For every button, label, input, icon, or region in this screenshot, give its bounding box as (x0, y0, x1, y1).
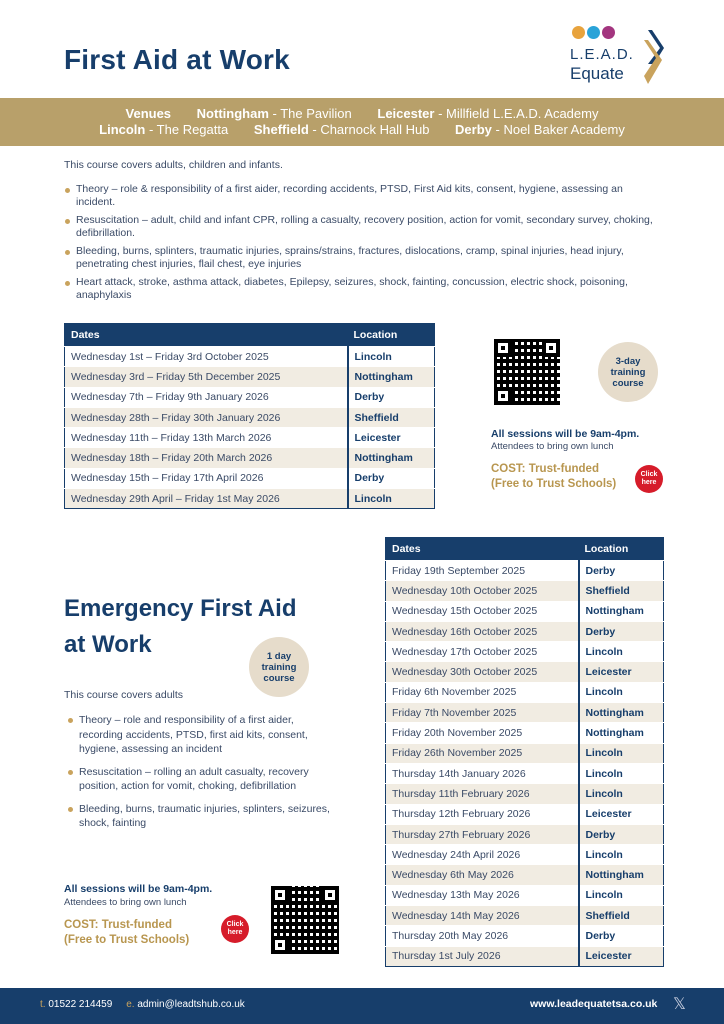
date-cell: Wednesday 16th October 2025 (386, 621, 579, 641)
faw-bullet-list (64, 183, 664, 307)
badge-line: training (261, 661, 297, 673)
click-label: here (641, 479, 657, 486)
faw-intro: This course covers adults, children and infants. (64, 159, 283, 171)
efaw-duration-badge (249, 637, 309, 697)
cost-value: : Trust-funded (94, 919, 172, 931)
date-cell: Wednesday 15th – Friday 17th April 2026 (65, 468, 348, 488)
table-row (386, 743, 664, 763)
location-cell: Lincoln (579, 845, 664, 865)
date-cell: Wednesday 18th – Friday 20th March 2026 (65, 448, 348, 468)
qr-finder (494, 387, 512, 405)
efaw-title-line: at Work (64, 631, 152, 658)
efaw-dates-table (385, 537, 664, 967)
badge-line: 3-day (615, 355, 641, 367)
date-cell: Friday 20th November 2025 (386, 723, 579, 743)
table-row (386, 865, 664, 885)
cost-note: (Free to Trust Schools) (64, 934, 190, 946)
faw-dates-table (64, 323, 435, 509)
efaw-sessions-time: All sessions will be 9am-4pm. (64, 883, 213, 895)
date-cell: Wednesday 14th May 2026 (386, 906, 579, 926)
qr-finder (494, 339, 512, 357)
location-cell: Derby (348, 387, 435, 407)
date-cell: Wednesday 6th May 2026 (386, 865, 579, 885)
location-cell: Lincoln (579, 784, 664, 804)
list-item: Bleeding, burns, splinters, traumatic injuries, sprains/strains, fractures, dislocations, cramp, spinal injuries, head injury, penetrating chest injuries, flail chest, eye injuries (64, 245, 664, 271)
location-cell: Derby (579, 926, 664, 946)
location-cell: Nottingham (348, 367, 435, 387)
location-cell: Leicester (579, 946, 664, 966)
table-row (386, 601, 664, 621)
logo-dot-blue (587, 26, 600, 39)
date-cell: Wednesday 15th October 2025 (386, 601, 579, 621)
table-row (386, 845, 664, 865)
venue-city: Lincoln (99, 122, 146, 137)
date-cell: Wednesday 24th April 2026 (386, 845, 579, 865)
table-row (386, 906, 664, 926)
table-row (65, 489, 435, 509)
date-cell: Thursday 14th January 2026 (386, 763, 579, 783)
location-cell: Leicester (579, 804, 664, 824)
location-header: Location (579, 538, 664, 561)
location-cell: Derby (579, 621, 664, 641)
dates-header: Dates (386, 538, 579, 561)
venues-banner (0, 98, 724, 146)
table-row (65, 347, 435, 367)
date-cell: Thursday 11th February 2026 (386, 784, 579, 804)
table-row (386, 662, 664, 682)
table-row (65, 367, 435, 387)
click-label: Click (226, 921, 244, 928)
badge-line: course (612, 377, 644, 389)
location-cell: Lincoln (348, 489, 435, 509)
table-row (386, 621, 664, 641)
cost-note: (Free to Trust Schools) (491, 478, 617, 490)
table-header-row (386, 538, 664, 561)
list-item: Resuscitation – adult, child and infant CPR, rolling a casualty, recovery position, action for vomit, secondary survey, choking, defibrillation. (64, 214, 664, 240)
table-row (386, 946, 664, 966)
faw-click-here-button[interactable] (635, 465, 663, 493)
location-cell: Lincoln (579, 642, 664, 662)
cost-label: COST (64, 919, 95, 931)
table-row (386, 561, 664, 581)
list-item: Heart attack, stroke, asthma attack, diabetes, Epilepsy, seizures, shock, fainting, concussion, electric shock, poisoning, anaphylaxis (64, 276, 664, 302)
date-cell: Friday 7th November 2025 (386, 703, 579, 723)
website-link[interactable]: www.leadequatetsa.co.uk (530, 998, 658, 1010)
click-label: here (227, 929, 243, 936)
qr-finder (271, 936, 289, 954)
venue-place: - Noel Baker Academy (491, 122, 625, 137)
faw-qr-code[interactable] (494, 339, 560, 405)
location-cell: Derby (348, 468, 435, 488)
efaw-bullet-list (67, 713, 337, 836)
venue-city: Nottingham (196, 106, 269, 121)
date-cell: Thursday 27th February 2026 (386, 824, 579, 844)
qr-finder (271, 886, 289, 904)
logo-dot-purple (602, 26, 615, 39)
table-row (65, 468, 435, 488)
venue-place: - The Regatta (145, 122, 229, 137)
table-row (386, 682, 664, 702)
table-row (65, 387, 435, 407)
location-cell: Derby (579, 824, 664, 844)
x-icon[interactable]: 𝕏 (673, 996, 686, 1013)
date-cell: Wednesday 3rd – Friday 5th December 2025 (65, 367, 348, 387)
location-cell: Nottingham (579, 865, 664, 885)
location-cell: Nottingham (348, 448, 435, 468)
faw-sessions-time: All sessions will be 9am-4pm. (491, 428, 640, 440)
location-cell: Sheffield (348, 407, 435, 427)
efaw-intro: This course covers adults (64, 689, 184, 701)
email-link[interactable]: admin@leadtshub.co.uk (137, 999, 245, 1010)
venues-row-1 (0, 106, 724, 122)
date-cell: Friday 26th November 2025 (386, 743, 579, 763)
efaw-click-here-button[interactable] (221, 915, 249, 943)
table-row (386, 763, 664, 783)
location-cell: Derby (579, 561, 664, 581)
table-row (386, 581, 664, 601)
badge-line: training (610, 366, 646, 378)
location-cell: Nottingham (579, 723, 664, 743)
date-cell: Wednesday 7th – Friday 9th January 2026 (65, 387, 348, 407)
qr-finder (542, 339, 560, 357)
table-row (386, 723, 664, 743)
location-cell: Lincoln (579, 885, 664, 905)
list-item: Bleeding, burns, traumatic injuries, splinters, seizures, shock, fainting (67, 802, 337, 831)
date-cell: Wednesday 30th October 2025 (386, 662, 579, 682)
logo-text-lead: L.E.A.D. (570, 46, 634, 63)
table-row (386, 642, 664, 662)
table-row (386, 926, 664, 946)
efaw-qr-code[interactable] (271, 886, 339, 954)
date-cell: Wednesday 17th October 2025 (386, 642, 579, 662)
venues-label: Venues (125, 106, 172, 121)
location-cell: Lincoln (579, 682, 664, 702)
location-cell: Nottingham (579, 601, 664, 621)
logo-chevron-icon (634, 30, 664, 84)
location-cell: Lincoln (579, 743, 664, 763)
date-cell: Friday 19th September 2025 (386, 561, 579, 581)
location-cell: Leicester (348, 428, 435, 448)
logo-dots (572, 26, 615, 39)
email-label: e. (126, 999, 135, 1010)
click-label: Click (640, 471, 658, 478)
date-cell: Wednesday 13th May 2026 (386, 885, 579, 905)
cost-label: COST (491, 463, 522, 475)
footer-contacts (40, 999, 245, 1010)
date-cell: Thursday 20th May 2026 (386, 926, 579, 946)
table-header-row (65, 324, 435, 347)
phone-link[interactable]: 01522 214459 (48, 999, 113, 1010)
date-cell: Wednesday 28th – Friday 30th January 2026 (65, 407, 348, 427)
venue-city: Leicester (377, 106, 435, 121)
dates-header: Dates (65, 324, 348, 347)
location-cell: Lincoln (579, 763, 664, 783)
venues-row-2 (0, 122, 724, 138)
table-row (386, 703, 664, 723)
footer-bar (0, 988, 724, 1024)
efaw-title-line: Emergency First Aid (64, 595, 297, 622)
location-cell: Nottingham (579, 703, 664, 723)
date-cell: Thursday 12th February 2026 (386, 804, 579, 824)
efaw-lunch-note: Attendees to bring own lunch (64, 897, 187, 908)
table-row (386, 784, 664, 804)
efaw-table-body (386, 561, 664, 967)
cost-value: : Trust-funded (521, 463, 599, 475)
badge-line: 1 day (266, 650, 292, 662)
table-row (386, 804, 664, 824)
location-cell: Leicester (579, 662, 664, 682)
table-row (386, 824, 664, 844)
venue-city: Sheffield (253, 122, 309, 137)
faw-lunch-note: Attendees to bring own lunch (491, 441, 614, 452)
qr-finder (321, 886, 339, 904)
table-row (386, 885, 664, 905)
date-cell: Wednesday 1st – Friday 3rd October 2025 (65, 347, 348, 367)
efaw-cost (64, 918, 189, 948)
logo-dot-orange (572, 26, 585, 39)
list-item: Resuscitation – rolling an adult casualty, recovery position, action for vomit, choking, defibrillation (67, 765, 337, 794)
list-item: Theory – role & responsibility of a first aider, recording accidents, PTSD, First Aid kits, consent, hygiene, assessing an incident. (64, 183, 664, 209)
venue-city: Derby (455, 122, 492, 137)
location-cell: Sheffield (579, 906, 664, 926)
table-row (65, 407, 435, 427)
table-row (65, 428, 435, 448)
table-row (65, 448, 435, 468)
location-header: Location (348, 324, 435, 347)
page-title: First Aid at Work (64, 44, 290, 75)
location-cell: Lincoln (348, 347, 435, 367)
date-cell: Friday 6th November 2025 (386, 682, 579, 702)
date-cell: Wednesday 29th April – Friday 1st May 2026 (65, 489, 348, 509)
faw-cost (491, 462, 616, 492)
date-cell: Wednesday 11th – Friday 13th March 2026 (65, 428, 348, 448)
list-item: Theory – role and responsibility of a first aider, recording accidents, PTSD, first aid kits, consent, hygiene, assessing an incident (67, 713, 337, 757)
location-cell: Sheffield (579, 581, 664, 601)
faw-duration-badge (598, 342, 658, 402)
badge-line: course (263, 672, 295, 684)
venue-place: - The Pavilion (268, 106, 352, 121)
faw-table-body (65, 347, 435, 509)
date-cell: Wednesday 10th October 2025 (386, 581, 579, 601)
tel-label: t. (40, 999, 46, 1010)
logo-text-equate: Equate (570, 64, 624, 83)
lead-equate-logo[interactable] (570, 26, 665, 86)
date-cell: Thursday 1st July 2026 (386, 946, 579, 966)
venue-place: - Charnock Hall Hub (308, 122, 430, 137)
venue-place: - Millfield L.E.A.D. Academy (434, 106, 599, 121)
